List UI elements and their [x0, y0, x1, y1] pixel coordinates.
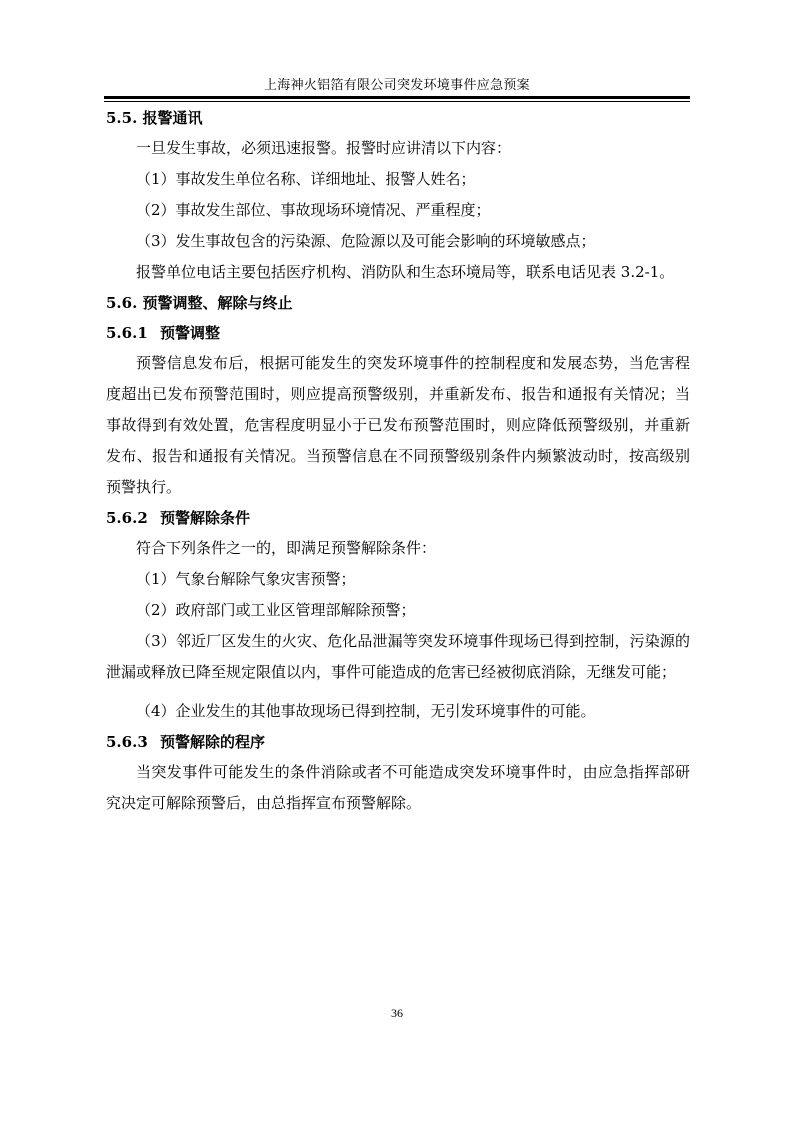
- subsection-heading-5-6-1: [106, 318, 690, 348]
- list-item: （3）邻近厂区发生的火灾、危化品泄漏等突发环境事件现场已得到控制，污染源的泄漏或释放已降至规定限值以内，事件可能造成的危害已经被彻底消除，无继发可能；: [106, 632, 690, 681]
- list-item: （2）政府部门或工业区管理部解除预警；: [136, 601, 416, 619]
- spacer: [106, 688, 690, 696]
- header-rule-thick: [104, 96, 690, 99]
- paragraph: 符合下列条件之一的，即满足预警解除条件：: [136, 539, 437, 557]
- page-number: 36: [391, 1006, 403, 1020]
- subsection-number: 5.6.2: [106, 509, 148, 527]
- document-body: [106, 103, 690, 819]
- section-heading-5-6: 5.6. 预警调整、解除与终止: [106, 294, 293, 312]
- list-item: （3）发生事故包含的污染源、危险源以及可能会影响的环境敏感点；: [136, 232, 596, 250]
- paragraph: 当突发事件可能发生的条件消除或者不可能造成突发环境事件时，由应急指挥部研究决定可解除预警后，由总指挥宣布预警解除。: [106, 763, 690, 812]
- subsection-title: 预警解除的程序: [160, 733, 266, 751]
- page-header-title: 上海神火铝箔有限公司突发环境事件应急预案: [263, 78, 530, 93]
- list-item: （1）气象台解除气象灾害预警；: [136, 570, 356, 588]
- list-item: （1）事故发生单位名称、详细地址、报警人姓名；: [136, 170, 476, 188]
- header-rule-thin: [104, 101, 690, 102]
- subsection-number: 5.6.1: [106, 324, 148, 342]
- paragraph: 一旦发生事故，必须迅速报警。报警时应讲清以下内容：: [136, 139, 512, 157]
- list-item: （4）企业发生的其他事故现场已得到控制，无引发环境事件的可能。: [136, 702, 596, 720]
- subsection-heading-5-6-2: [106, 503, 690, 533]
- paragraph: 预警信息发布后，根据可能发生的突发环境事件的控制程度和发展态势，当危害程度超出已发布预警范围时，则应提高预警级别，并重新发布、报告和通报有关情况；当事故得到有效处置，危害程度明显小于已发布预警范围时，则应降低预警级别，并重新发布、报告和通报有关情况。当预警信息在不同预警级别条件内频繁波动时，按高级别预警执行。: [106, 354, 690, 496]
- subsection-number: 5.6.3: [106, 733, 148, 751]
- paragraph: 报警单位电话主要包括医疗机构、消防队和生态环境局等，联系电话见表 3.2-1。: [136, 263, 675, 281]
- subsection-heading-5-6-3: [106, 727, 690, 757]
- subsection-title: 预警调整: [160, 324, 221, 342]
- list-item: （2）事故发生部位、事故现场环境情况、严重程度；: [136, 201, 491, 219]
- section-heading-5-5: 5.5. 报警通讯: [106, 109, 203, 127]
- subsection-title: 预警解除条件: [160, 509, 251, 527]
